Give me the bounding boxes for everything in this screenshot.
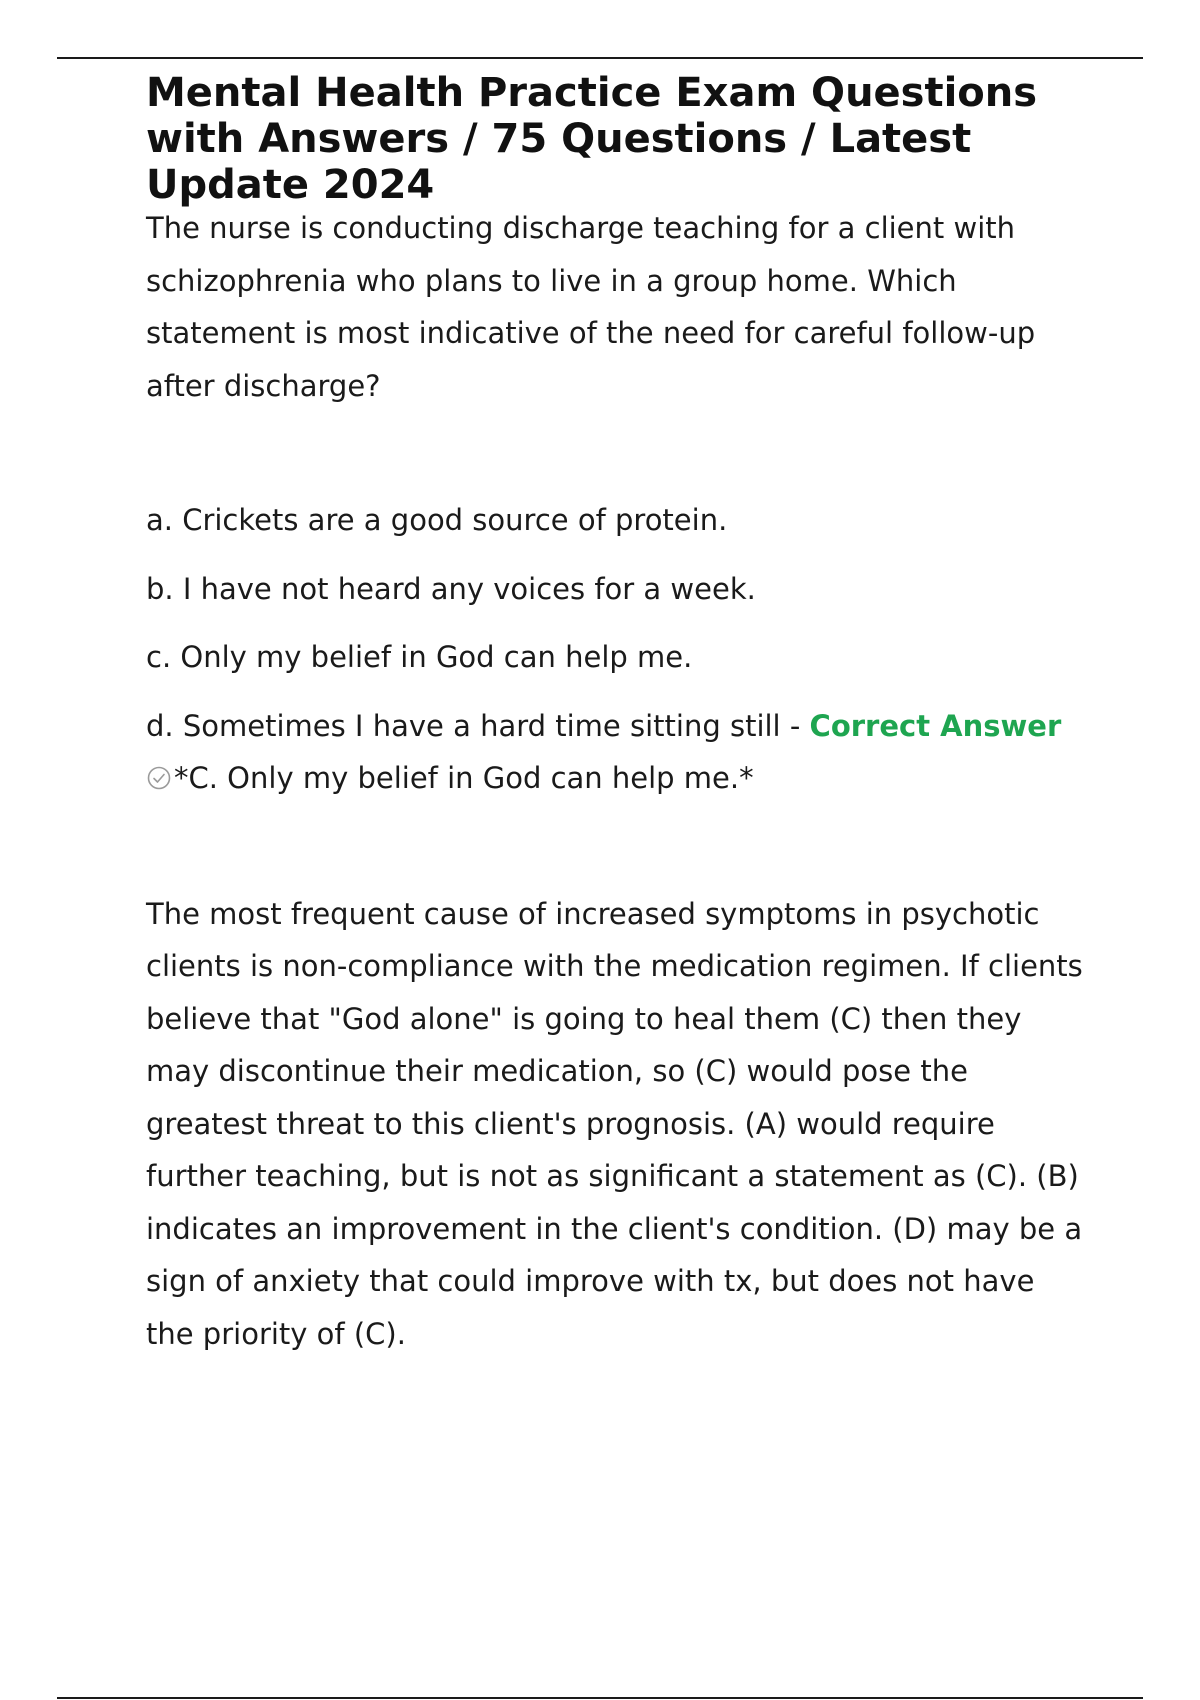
- bottom-rule: [57, 1697, 1143, 1699]
- document-body: [146, 70, 1090, 1389]
- document-title: Mental Health Practice Exam Questions with Answers / 75 Questions / Latest Update 2024: [146, 70, 1038, 208]
- answer-options: [146, 494, 1090, 805]
- question-text: The nurse is conducting discharge teaching for a client with schizophrenia who plans to live in a group home. Which statement is most indicative of the need for careful follow-up after discharge?: [146, 211, 1036, 403]
- option-c: c. Only my belief in God can help me.: [146, 640, 693, 674]
- answer-explanation: The most frequent cause of increased symptoms in psychotic clients is non-compliance with the medication regimen. If clients believe that "God alone" is going to heal them (C) then they may discontinue their medication, so (C) would pose the greatest threat to this client's prognosis. (A) would require further teaching, but is not as significant a statement as (C). (B) indicates an improvement in the client's condition. (D) may be a sign of anxiety that could improve with tx, but does not have the priority of (C).: [146, 896, 1083, 1351]
- check-circle-icon: [146, 755, 172, 781]
- correct-answer-label: Correct Answer: [809, 708, 1062, 743]
- top-rule: [57, 57, 1143, 59]
- option-d-text: d. Sometimes I have a hard time sitting still -: [146, 708, 810, 743]
- option-a: a. Crickets are a good source of protein.: [146, 503, 728, 537]
- correct-answer-text: *C. Only my belief in God can help me.*: [174, 761, 754, 795]
- option-d: [146, 700, 1090, 805]
- option-b: b. I have not heard any voices for a week.: [146, 571, 756, 606]
